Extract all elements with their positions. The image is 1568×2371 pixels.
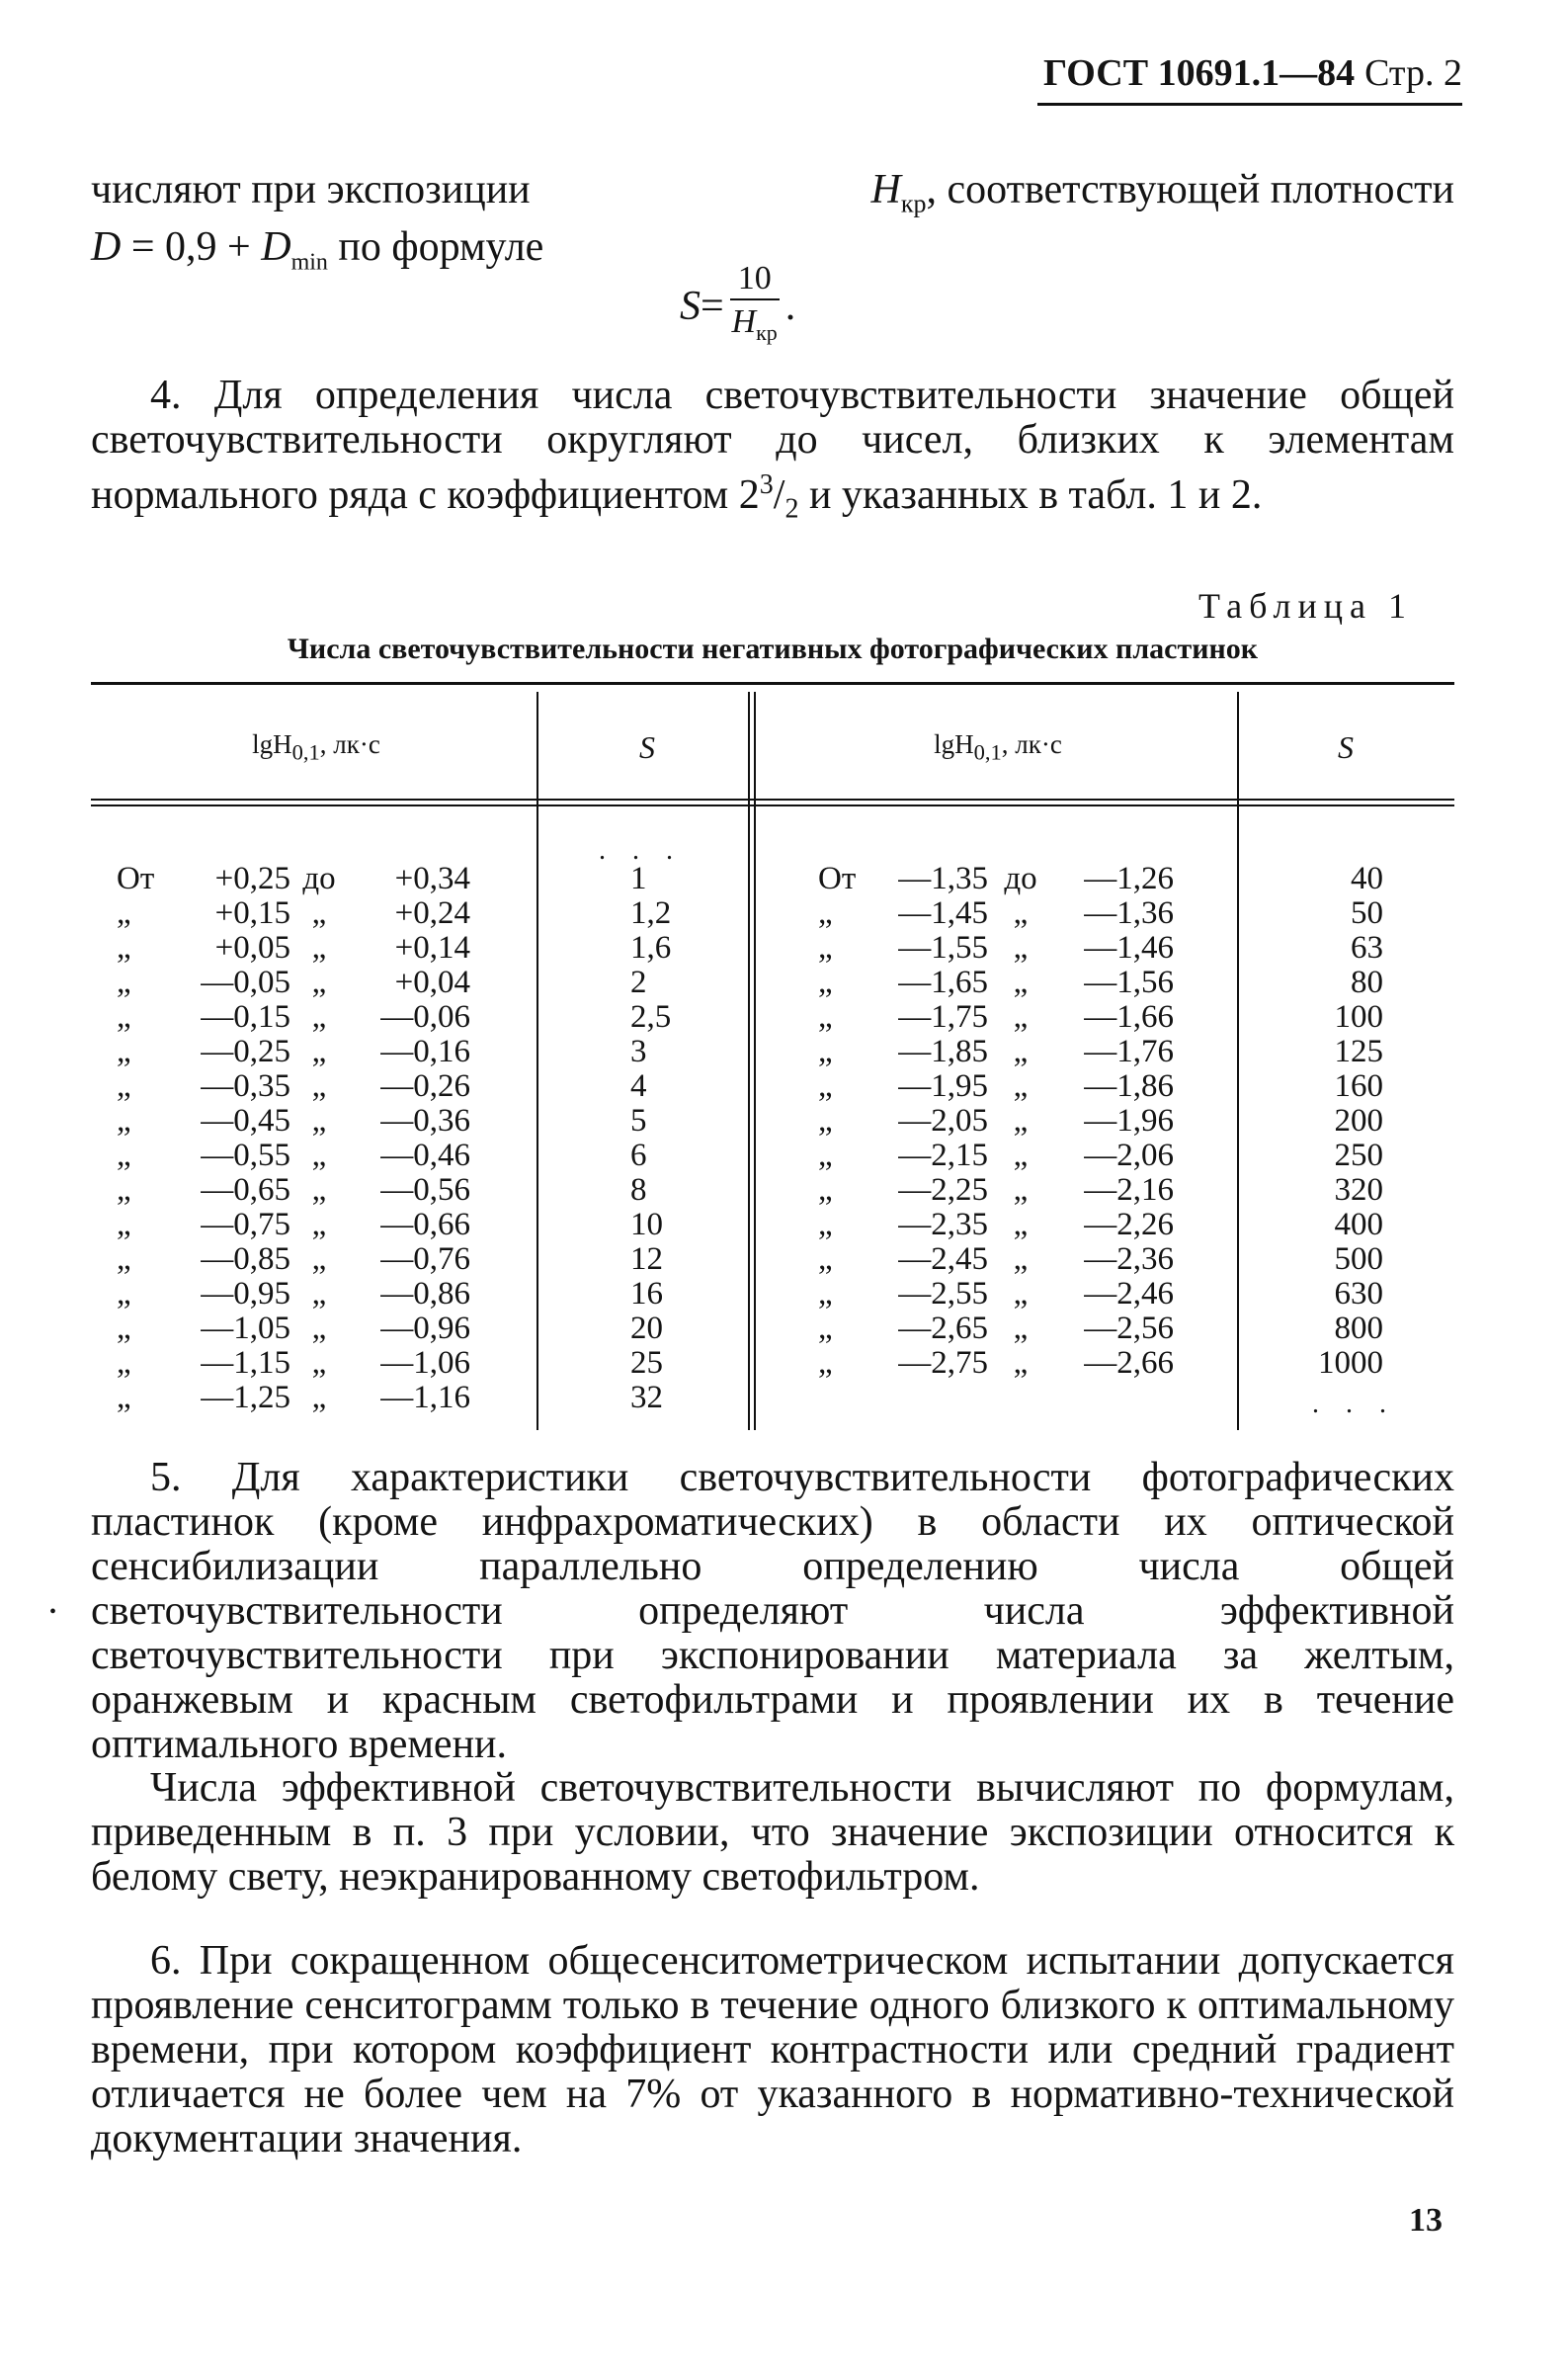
table-cell-s: 10 <box>630 1207 663 1242</box>
table-cell-s: 250 <box>1334 1138 1383 1173</box>
table-cell-to: +0,14 <box>394 930 470 966</box>
table-cell-to: —2,56 <box>1084 1311 1174 1346</box>
table-cell-prefix: „ <box>818 1241 833 1277</box>
ellipsis-bottom: . . . <box>1312 1389 1396 1419</box>
table-divider-3 <box>1237 692 1239 1430</box>
table-cell-to: —1,96 <box>1084 1103 1174 1139</box>
table-cell-from: —1,65 <box>898 965 988 1000</box>
ellipsis-top: . . . <box>599 835 683 866</box>
formula-numerator: 10 <box>730 259 780 300</box>
table-cell-to-word: „ <box>1013 999 1029 1035</box>
table-cell-prefix: „ <box>117 1103 131 1139</box>
table-cell-to: —1,26 <box>1084 861 1174 896</box>
table-cell-prefix: „ <box>117 1380 131 1415</box>
table-cell-to-word: „ <box>311 1138 327 1173</box>
table-cell-s: 500 <box>1334 1241 1383 1277</box>
table-cell-from: —2,25 <box>898 1172 988 1208</box>
table-cell-to: —0,56 <box>380 1172 470 1208</box>
table-cell-from: —0,25 <box>201 1034 290 1069</box>
table-cell-from: —2,55 <box>898 1276 988 1312</box>
table-cell-to: —0,16 <box>380 1034 470 1069</box>
col-header-lg-right: lgH$_{0,1}$, лк·с <box>934 729 1062 765</box>
sensitivity-formula <box>680 259 795 355</box>
table-cell-prefix: „ <box>117 999 131 1035</box>
table-cell-to: —0,26 <box>380 1068 470 1104</box>
table-cell-to-word: „ <box>311 1207 327 1242</box>
table-cell-s: 12 <box>630 1241 663 1277</box>
table-cell-to-word: „ <box>1013 965 1029 1000</box>
intro-line1-formula: $H_{кр}$, соответствующей плотности <box>870 167 1454 218</box>
table-cell-to: —0,66 <box>380 1207 470 1242</box>
table-cell-to: —2,16 <box>1084 1172 1174 1208</box>
table-cell-from: —1,45 <box>898 895 988 931</box>
table-cell-s: 8 <box>630 1172 647 1208</box>
intro-line1-text: числяют при экспозиции <box>91 167 531 212</box>
table-divider-2b <box>754 692 756 1430</box>
margin-mark: • <box>49 1601 57 1623</box>
table-cell-prefix: „ <box>117 1207 131 1242</box>
paragraph-6: 6. При сокращенном общесенситометрическом испытании допускается проявление сенситограмм только в течение одного близкого к оптимальному времени, при котором коэффициент контрастности или средний градиент отличается не более чем на 7% от указанного в нормативно-технической документации значения. <box>91 1938 1454 2161</box>
table-cell-prefix: „ <box>818 1034 833 1069</box>
table-cell-to-word: „ <box>311 1276 327 1312</box>
table-cell-s: 32 <box>630 1380 663 1415</box>
table-cell-s: 20 <box>630 1311 663 1346</box>
table-cell-from: —2,65 <box>898 1311 988 1346</box>
table-cell-prefix: „ <box>818 1276 833 1312</box>
table-cell-prefix: „ <box>818 1138 833 1173</box>
table-cell-s: 25 <box>630 1345 663 1381</box>
table-cell-prefix: „ <box>117 1345 131 1381</box>
table-cell-from: —0,45 <box>201 1103 290 1139</box>
formula-denominator: $H_{кр}$ <box>731 303 778 345</box>
table-cell-prefix: „ <box>117 965 131 1000</box>
table-cell-prefix: „ <box>818 965 833 1000</box>
table-cell-s: 800 <box>1334 1311 1383 1346</box>
table-cell-prefix: „ <box>117 1276 131 1312</box>
left-col-prefix <box>117 862 176 1415</box>
table-cell-prefix: „ <box>117 930 131 966</box>
table-cell-prefix: „ <box>117 1311 131 1346</box>
table-cell-to-word: „ <box>1013 1034 1029 1069</box>
table-cell-s: 630 <box>1334 1276 1383 1312</box>
table-cell-s: 1,6 <box>630 930 672 966</box>
table-cell-prefix: „ <box>818 895 833 931</box>
col-header-lg-left: lgH$_{0,1}$, лк·с <box>252 729 380 765</box>
table-cell-from: —2,35 <box>898 1207 988 1242</box>
table-cell-from: —1,15 <box>201 1345 290 1381</box>
table-cell-prefix: От <box>117 861 155 896</box>
col-header-s-right: S <box>1338 729 1354 765</box>
table-cell-from: +0,05 <box>214 930 290 966</box>
table-cell-to: —1,86 <box>1084 1068 1174 1104</box>
intro-line-1 <box>91 168 1454 225</box>
page-number: 13 <box>1409 2202 1443 2239</box>
table-cell-from: +0,25 <box>214 861 290 896</box>
intro-line-2: $D = 0,9 + D_{min}$ по формуле <box>91 224 544 276</box>
right-col-from <box>867 862 988 1381</box>
table-cell-from: —1,95 <box>898 1068 988 1104</box>
table-cell-to-word: „ <box>1013 930 1029 966</box>
formula-end: . <box>784 284 796 330</box>
table-cell-to: —1,16 <box>380 1380 470 1415</box>
page-label: Стр. 2 <box>1364 52 1462 94</box>
table-cell-prefix: „ <box>117 1068 131 1104</box>
table-cell-from: —1,05 <box>201 1311 290 1346</box>
table-cell-to: —2,36 <box>1084 1241 1174 1277</box>
formula-fraction <box>730 259 780 355</box>
table-cell-to-word: „ <box>1013 1103 1029 1139</box>
table-cell-to-word: „ <box>311 965 327 1000</box>
table-cell-s: 16 <box>630 1276 663 1312</box>
table-cell-to-word: „ <box>1013 1276 1029 1312</box>
table-cell-to-word: „ <box>1013 1138 1029 1173</box>
table-cell-prefix: „ <box>117 1138 131 1173</box>
table-cell-to-word: „ <box>311 1103 327 1139</box>
table-cell-prefix: От <box>818 861 857 896</box>
table-cell-to: —1,76 <box>1084 1034 1174 1069</box>
paragraph-5: 5. Для характеристики светочувствительности фотографических пластинок (кроме инфрахроматических) в области их оптической сенсибилизации параллельно определению числа общей светочувствительности определяют числа эффективной светочувствительности при экспонировании материала за желтым, оранжевым и красным светофильтрами и проявлении их в течение оптимального времени. <box>91 1455 1454 1767</box>
table-cell-from: —2,15 <box>898 1138 988 1173</box>
table-cell-to: —2,66 <box>1084 1345 1174 1381</box>
table-cell-from: —1,25 <box>201 1380 290 1415</box>
table-cell-s: 63 <box>1351 930 1383 966</box>
table-cell-from: —1,35 <box>898 861 988 896</box>
table-cell-to: —1,56 <box>1084 965 1174 1000</box>
header-rule <box>1037 103 1462 106</box>
table-cell-from: +0,15 <box>214 895 290 931</box>
table-cell-to: —1,36 <box>1084 895 1174 931</box>
left-col-s <box>630 862 739 1415</box>
table-cell-s: 160 <box>1334 1068 1383 1104</box>
table-cell-to-word: „ <box>311 1172 327 1208</box>
table-cell-to-word: „ <box>1013 1172 1029 1208</box>
paragraph-5b: Числа эффективной светочувствительности вычисляют по формулам, приведенным в п. 3 при условии, что значение экспозиции относится к белому свету, неэкранированному светофильтром. <box>91 1765 1454 1900</box>
col-header-s-left: S <box>639 729 655 765</box>
table-cell-prefix: „ <box>818 1207 833 1242</box>
formula-lhs: S <box>680 284 701 330</box>
table-cell-to-word: „ <box>311 1311 327 1346</box>
table-cell-prefix: „ <box>818 1068 833 1104</box>
table-cell-to-word: „ <box>1013 1311 1029 1346</box>
table-cell-from: —0,85 <box>201 1241 290 1277</box>
table-cell-to-word: „ <box>1013 1345 1029 1381</box>
table-cell-s: 200 <box>1334 1103 1383 1139</box>
table-cell-s: 125 <box>1334 1034 1383 1069</box>
table-cell-from: —2,45 <box>898 1241 988 1277</box>
table-cell-s: 2,5 <box>630 999 672 1035</box>
table-cell-s: 400 <box>1334 1207 1383 1242</box>
table-cell-to: —1,66 <box>1084 999 1174 1035</box>
table-cell-s: 2 <box>630 965 647 1000</box>
table-cell-to-word: „ <box>1013 1241 1029 1277</box>
table-cell-to-word: „ <box>311 1380 327 1415</box>
table-cell-to-word: „ <box>311 930 327 966</box>
table-cell-to-word: „ <box>1013 895 1029 931</box>
table-cell-from: —2,75 <box>898 1345 988 1381</box>
table-cell-prefix: „ <box>117 1172 131 1208</box>
table-cell-from: —0,95 <box>201 1276 290 1312</box>
table-cell-to: —2,06 <box>1084 1138 1174 1173</box>
table-caption: Таблица 1 <box>1198 586 1413 626</box>
table-cell-prefix: „ <box>818 930 833 966</box>
table-cell-prefix: „ <box>818 999 833 1035</box>
table-divider-1 <box>536 692 538 1430</box>
table-cell-s: 80 <box>1351 965 1383 1000</box>
table-cell-to-word: „ <box>311 1345 327 1381</box>
table-cell-from: —1,75 <box>898 999 988 1035</box>
table-cell-to: +0,04 <box>394 965 470 1000</box>
table-cell-s: 5 <box>630 1103 647 1139</box>
table-cell-prefix: „ <box>117 895 131 931</box>
running-header <box>1037 51 1462 95</box>
table-cell-from: —2,05 <box>898 1103 988 1139</box>
table-cell-from: —0,05 <box>201 965 290 1000</box>
table-cell-to-word: „ <box>311 895 327 931</box>
table-cell-from: —0,55 <box>201 1138 290 1173</box>
right-col-to-word <box>998 862 1043 1381</box>
table-cell-prefix: „ <box>818 1103 833 1139</box>
table-cell-to: —0,86 <box>380 1276 470 1312</box>
right-col-s <box>1284 862 1383 1381</box>
table-cell-to-word: „ <box>1013 1207 1029 1242</box>
table-cell-to-word: „ <box>311 1034 327 1069</box>
table-cell-prefix: „ <box>818 1345 833 1381</box>
left-col-to-word <box>296 862 342 1415</box>
left-col-from <box>176 862 290 1415</box>
formula-equals: = <box>701 284 724 330</box>
table-cell-to: —0,06 <box>380 999 470 1035</box>
table-cell-to: —0,76 <box>380 1241 470 1277</box>
table-cell-from: —1,85 <box>898 1034 988 1069</box>
table-cell-to: —0,36 <box>380 1103 470 1139</box>
table-cell-from: —0,35 <box>201 1068 290 1104</box>
table-cell-to-word: до <box>302 861 336 896</box>
table-cell-s: 1,2 <box>630 895 672 931</box>
left-col-to <box>342 862 470 1415</box>
right-col-to <box>1045 862 1174 1381</box>
table-cell-to: —0,46 <box>380 1138 470 1173</box>
table-cell-s: 3 <box>630 1034 647 1069</box>
table-cell-prefix: „ <box>818 1311 833 1346</box>
table-cell-to: +0,24 <box>394 895 470 931</box>
table-cell-to-word: „ <box>311 999 327 1035</box>
table-header-rule-2 <box>91 804 1454 806</box>
table-cell-to-word: „ <box>311 1241 327 1277</box>
table-cell-from: —0,75 <box>201 1207 290 1242</box>
table-cell-from: —0,65 <box>201 1172 290 1208</box>
table-cell-to-word: „ <box>311 1068 327 1104</box>
table-cell-to: —0,96 <box>380 1311 470 1346</box>
table-cell-s: 4 <box>630 1068 647 1104</box>
table-title: Числа светочувствительности негативных фотографических пластинок <box>287 633 1259 665</box>
table-cell-to-word: до <box>1004 861 1037 896</box>
table-cell-s: 1000 <box>1318 1345 1383 1381</box>
table-cell-prefix: „ <box>117 1241 131 1277</box>
table-cell-s: 320 <box>1334 1172 1383 1208</box>
table-cell-from: —1,55 <box>898 930 988 966</box>
table-header-rule-1 <box>91 799 1454 801</box>
table-cell-to-word: „ <box>1013 1068 1029 1104</box>
table-cell-s: 1 <box>630 861 647 896</box>
table-cell-to: —1,06 <box>380 1345 470 1381</box>
table-cell-s: 100 <box>1334 999 1383 1035</box>
table-cell-s: 6 <box>630 1138 647 1173</box>
table-cell-prefix: „ <box>818 1172 833 1208</box>
table-cell-to: +0,34 <box>394 861 470 896</box>
table-cell-to: —2,46 <box>1084 1276 1174 1312</box>
table-cell-s: 40 <box>1351 861 1383 896</box>
table-cell-to: —1,46 <box>1084 930 1174 966</box>
table-top-rule <box>91 682 1454 685</box>
paragraph-4: 4. Для определения числа светочувствительности значение общей светочувствительности округляют до чисел, близких к элементам нормального ряда с коэффициентом $2^3/_2$ и указанных в табл. 1 и 2. <box>91 373 1454 525</box>
table-cell-prefix: „ <box>117 1034 131 1069</box>
table-cell-s: 50 <box>1351 895 1383 931</box>
table-cell-to: —2,26 <box>1084 1207 1174 1242</box>
table-divider-2a <box>748 692 750 1430</box>
table-cell-from: —0,15 <box>201 999 290 1035</box>
standard-number: ГОСТ 10691.1—84 <box>1043 52 1356 94</box>
